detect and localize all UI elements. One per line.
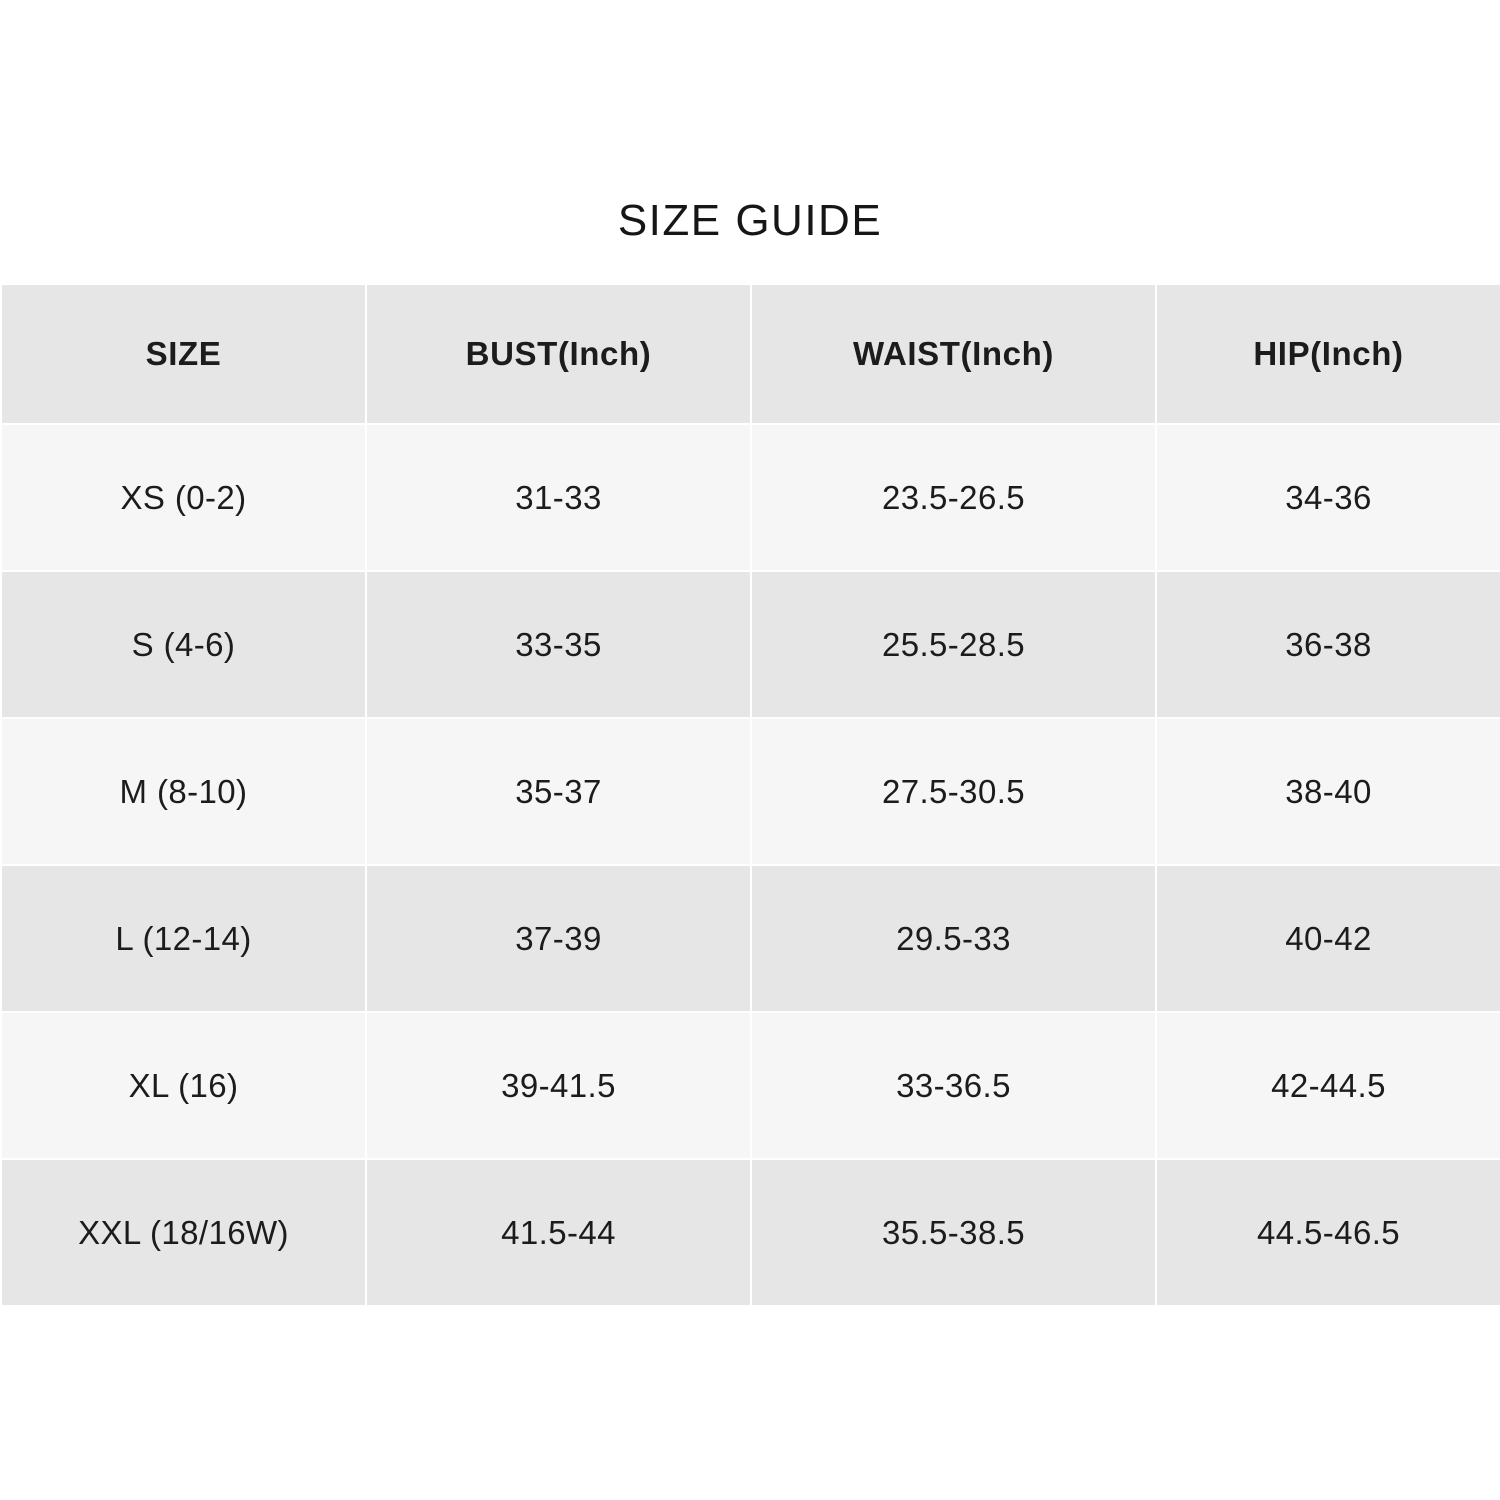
cell-bust: 37-39 <box>366 865 751 1012</box>
cell-size: M (8-10) <box>1 718 366 865</box>
cell-size: S (4-6) <box>1 571 366 718</box>
cell-hip: 38-40 <box>1156 718 1500 865</box>
column-header-hip: HIP(Inch) <box>1156 284 1500 424</box>
column-header-bust: BUST(Inch) <box>366 284 751 424</box>
cell-bust: 39-41.5 <box>366 1012 751 1159</box>
table-row <box>1 571 1500 718</box>
table-row <box>1 718 1500 865</box>
cell-bust: 33-35 <box>366 571 751 718</box>
table-body <box>1 424 1500 1306</box>
cell-bust: 31-33 <box>366 424 751 571</box>
cell-size: XXL (18/16W) <box>1 1159 366 1306</box>
cell-hip: 36-38 <box>1156 571 1500 718</box>
cell-hip: 34-36 <box>1156 424 1500 571</box>
cell-waist: 35.5-38.5 <box>751 1159 1156 1306</box>
cell-size: XL (16) <box>1 1012 366 1159</box>
cell-hip: 44.5-46.5 <box>1156 1159 1500 1306</box>
size-chart-table <box>0 283 1500 1307</box>
cell-waist: 25.5-28.5 <box>751 571 1156 718</box>
table-header-row <box>1 284 1500 424</box>
column-header-size: SIZE <box>1 284 366 424</box>
table-row <box>1 1012 1500 1159</box>
cell-waist: 23.5-26.5 <box>751 424 1156 571</box>
cell-bust: 35-37 <box>366 718 751 865</box>
cell-hip: 42-44.5 <box>1156 1012 1500 1159</box>
table-row <box>1 424 1500 571</box>
page-title: SIZE GUIDE <box>617 196 883 245</box>
cell-size: L (12-14) <box>1 865 366 1012</box>
cell-waist: 33-36.5 <box>751 1012 1156 1159</box>
cell-waist: 29.5-33 <box>751 865 1156 1012</box>
cell-hip: 40-42 <box>1156 865 1500 1012</box>
table-row <box>1 865 1500 1012</box>
table-header <box>1 284 1500 424</box>
cell-size: XS (0-2) <box>1 424 366 571</box>
column-header-waist: WAIST(Inch) <box>751 284 1156 424</box>
size-chart-container <box>0 283 1500 1307</box>
cell-waist: 27.5-30.5 <box>751 718 1156 865</box>
cell-bust: 41.5-44 <box>366 1159 751 1306</box>
table-row <box>1 1159 1500 1306</box>
